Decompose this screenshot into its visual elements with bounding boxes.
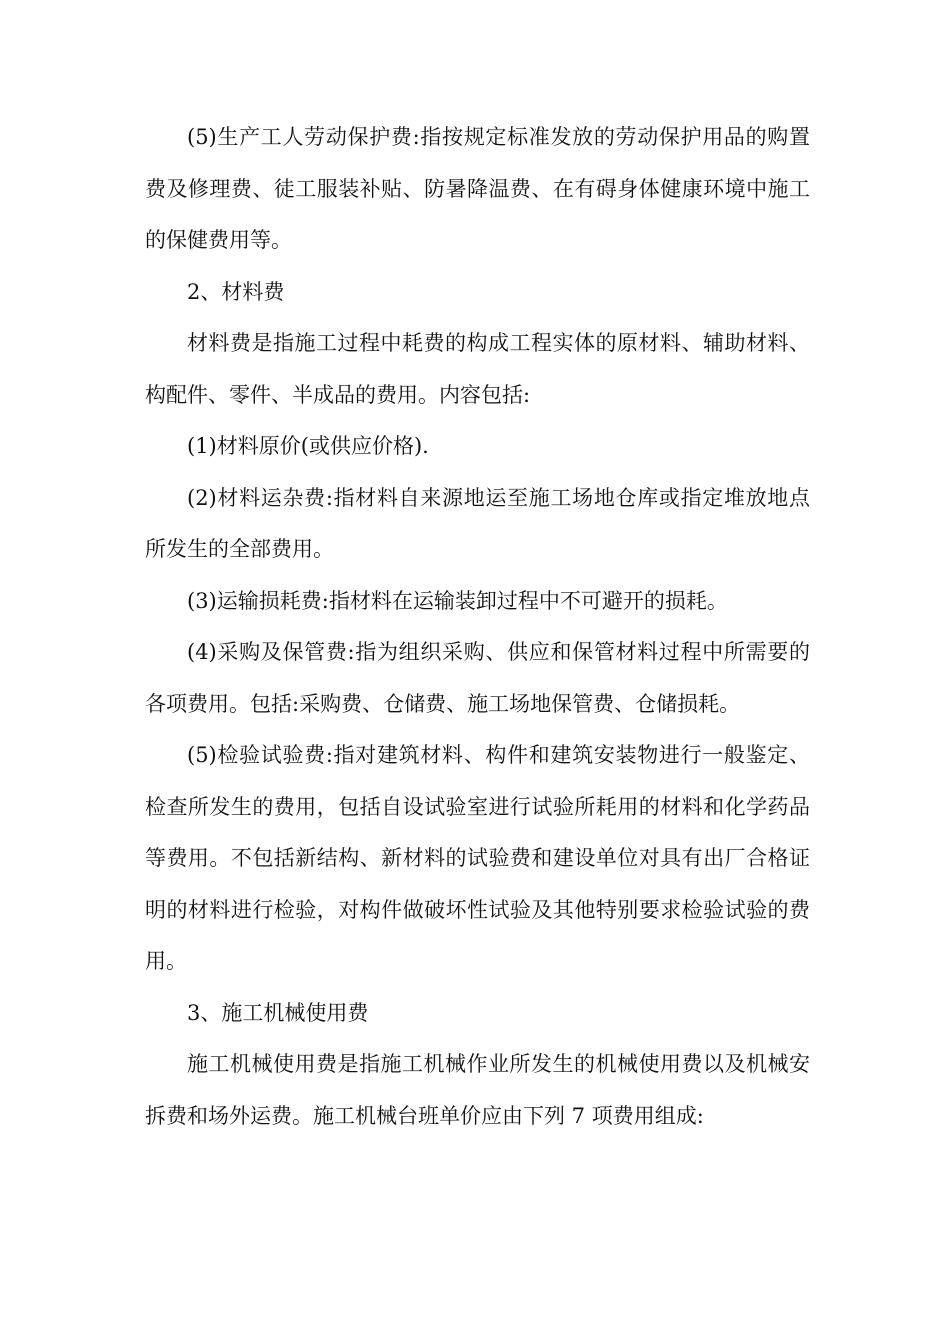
paragraph-inspection-test: (5)检验试验费:指对建筑材料、构件和建筑安装物进行一般鉴定、检查所发生的费用，包括自设试验室进行试验所耗用的材料和化学药品等费用。不包括新结构、新材料的试验费和建设单位对具有出厂合格证明的材料进行检验，对构件做破坏性试验及其他特别要求检验试验的费用。 — [145, 743, 810, 973]
paragraph-labor-protection: (5)生产工人劳动保护费:指按规定标准发放的劳动保护用品的购置费及修理费、徒工服装补贴、防暑降温费、在有碍身体健康环境中施工的保健费用等。 — [145, 125, 810, 252]
paragraph-material-definition: 材料费是指施工过程中耗费的构成工程实体的原材料、辅助材料、构配件、零件、半成品的费用。内容包括: — [145, 331, 810, 407]
paragraph-purchase-storage: (4)采购及保管费:指为组织采购、供应和保管材料过程中所需要的各项费用。包括:采购费、仓储费、施工场地保管费、仓储损耗。 — [145, 640, 810, 716]
paragraph-transport-loss: (3)运输损耗费:指材料在运输装卸过程中不可避开的损耗。 — [187, 588, 728, 613]
paragraph-machinery-definition: 施工机械使用费是指施工机械作业所发生的机械使用费以及机械安拆费和场外运费。施工机械台班单价应由下列 7 项费用组成: — [145, 1052, 810, 1128]
heading-material-cost: 2、材料费 — [187, 279, 285, 304]
heading-machinery-cost: 3、施工机械使用费 — [187, 1000, 369, 1025]
paragraph-material-price: (1)材料原价(或供应价格). — [187, 434, 429, 458]
document-body — [145, 112, 810, 1142]
paragraph-transport-fee: (2)材料运杂费:指材料自来源地运至施工场地仓库或指定堆放地点所发生的全部费用。 — [145, 485, 810, 561]
